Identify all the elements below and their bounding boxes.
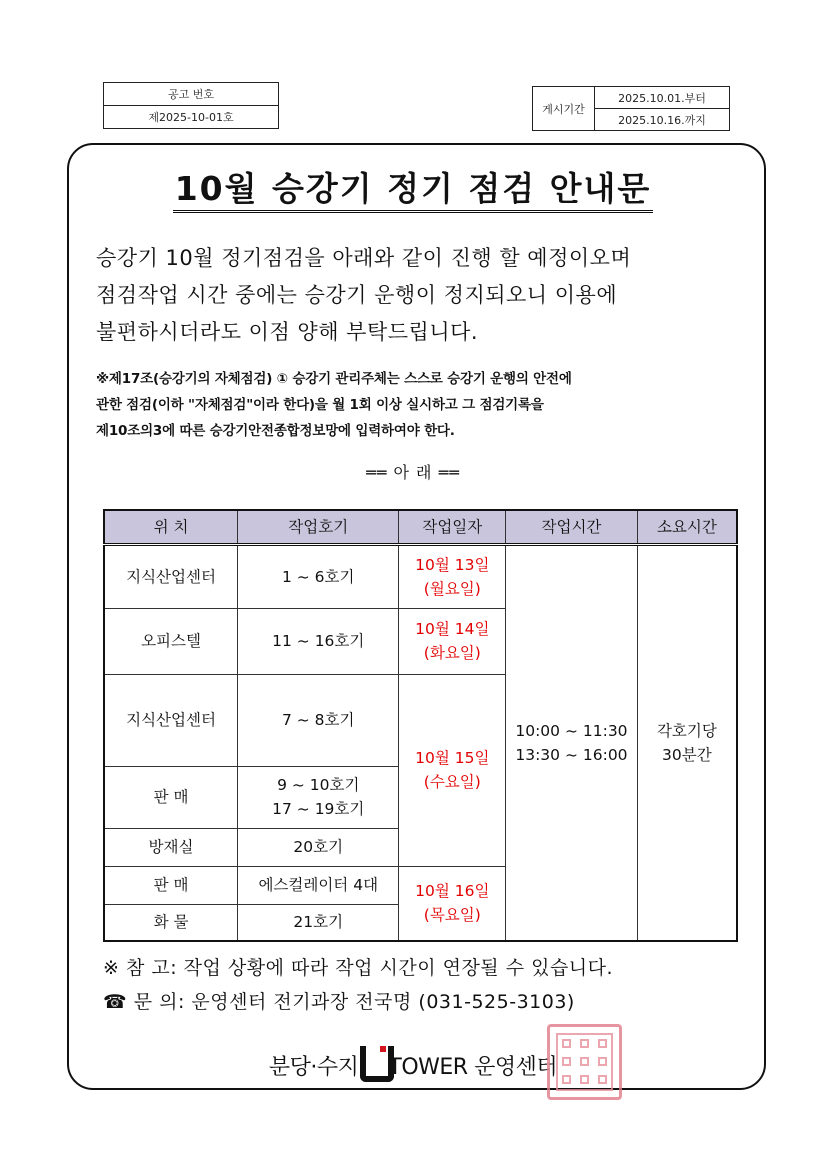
- row-units: 11 ~ 16호기: [238, 608, 399, 674]
- duration-cell: [637, 544, 737, 941]
- u-logo-icon: [360, 1046, 386, 1082]
- day-text: (화요일): [423, 644, 481, 662]
- posting-period-label: 게시기간: [533, 87, 595, 131]
- row-location: 방재실: [104, 828, 238, 866]
- work-time-cell: [506, 544, 638, 941]
- utower-logo: [0, 1046, 826, 1082]
- schedule-header-row: [104, 510, 737, 544]
- notice-number-box: [103, 82, 279, 129]
- law-reference: [96, 366, 756, 444]
- notice-number-value: 제2025-10-01호: [104, 106, 279, 129]
- row-units: 1 ~ 6호기: [238, 544, 399, 608]
- header-date: 작업일자: [399, 510, 506, 544]
- date-text: 10월 14일: [415, 620, 490, 638]
- date-text: 10월 15일: [415, 749, 490, 767]
- logo-tower: TOWER: [388, 1055, 468, 1080]
- header-duration: 소요시간: [637, 510, 737, 544]
- law-line: 관한 점검(이하 "자체점검"이라 한다)을 월 1회 이상 실시하고 그 점검기록을: [96, 397, 544, 413]
- schedule-table: [103, 509, 738, 942]
- posting-period-from: 2025.10.01.부터: [595, 87, 730, 109]
- work-time-1: 10:00 ~ 11:30: [515, 721, 628, 740]
- row-location: 화 물: [104, 904, 238, 941]
- date-text: 10월 16일: [415, 882, 490, 901]
- row-units: 21호기: [238, 904, 399, 941]
- table-row: [104, 544, 737, 608]
- duration-line-1: 각호기당: [656, 721, 717, 740]
- logo-prefix: 분당·수지: [268, 1055, 359, 1080]
- below-heading: ══ 아 래 ══: [366, 463, 460, 482]
- row-date: [399, 608, 506, 674]
- notice-number-label: 공고 번호: [104, 83, 279, 106]
- row-date: [399, 866, 506, 941]
- posting-period-to: 2025.10.16.까지: [595, 109, 730, 131]
- row-location: 지식산업센터: [104, 544, 238, 608]
- intro-line: 점검작업 시간 중에는 승강기 운행이 정지되오니 이용에: [96, 283, 618, 307]
- header-units: 작업호기: [238, 510, 399, 544]
- row-units: 7 ~ 8호기: [238, 674, 399, 766]
- row-location: 지식산업센터: [104, 674, 238, 766]
- work-time-2: 13:30 ~ 16:00: [515, 745, 628, 764]
- row-location: 판 매: [104, 766, 238, 828]
- reference-note: ※ 참 고: 작업 상황에 따라 작업 시간이 연장될 수 있습니다.: [103, 957, 614, 979]
- units-line: 9 ~ 10호기: [277, 776, 360, 794]
- row-date: [399, 544, 506, 608]
- intro-line: 승강기 10월 정기점검을 아래와 같이 진행 할 예정이오며: [96, 246, 632, 270]
- row-units: 20호기: [238, 828, 399, 866]
- row-units: [238, 766, 399, 828]
- page-title-text: 10월 승강기 정기 점검 안내문: [173, 169, 654, 213]
- day-text: (목요일): [423, 906, 481, 925]
- logo-suffix: 운영센터: [474, 1055, 558, 1080]
- posting-period-box: [532, 86, 730, 131]
- law-line: ※제17조(승강기의 자체점검) ① 승강기 관리주체는 스스로 승강기 운행의 안전에: [96, 371, 572, 387]
- row-location: 오피스텔: [104, 608, 238, 674]
- official-seal-stamp: [547, 1024, 622, 1100]
- intro-line: 불편하시더라도 이점 양해 부탁드립니다.: [96, 320, 479, 344]
- header-time: 작업시간: [506, 510, 638, 544]
- law-line: 제10조의3에 따른 승강기안전종합정보망에 입력하여야 한다.: [96, 423, 455, 439]
- row-units: 에스컬레이터 4대: [238, 866, 399, 904]
- page-title: [0, 163, 826, 210]
- row-location: 판 매: [104, 866, 238, 904]
- units-line: 17 ~ 19호기: [272, 800, 365, 818]
- header-location: 위 치: [104, 510, 238, 544]
- row-date: [399, 674, 506, 866]
- day-text: (월요일): [423, 579, 481, 598]
- day-text: (수요일): [423, 773, 481, 791]
- inquiry-contact: ☎ 문 의: 운영센터 전기과장 전국명 (031-525-3103): [103, 991, 575, 1013]
- duration-line-2: 30분간: [662, 745, 712, 764]
- date-text: 10월 13일: [415, 555, 490, 574]
- intro-paragraph: [96, 240, 746, 351]
- seal-pattern: [556, 1033, 613, 1091]
